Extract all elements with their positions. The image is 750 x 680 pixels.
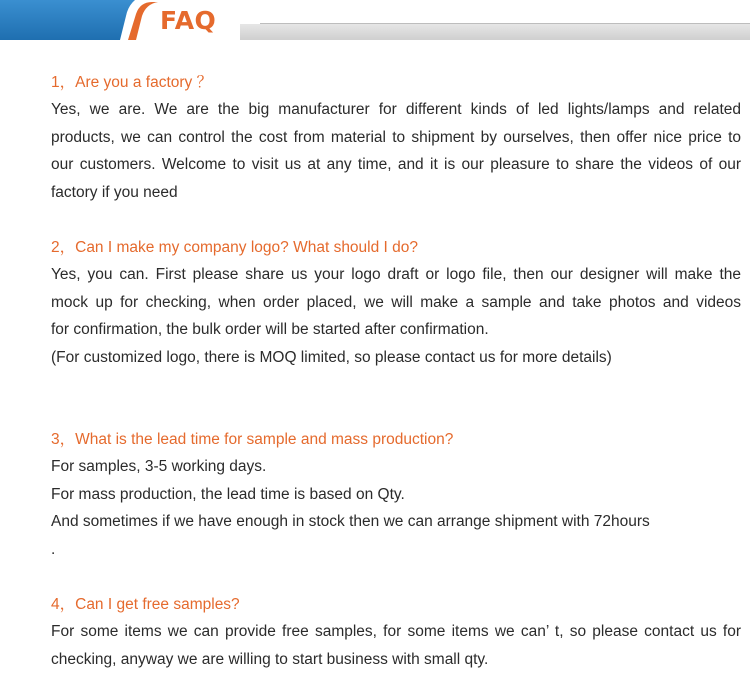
faq-question: 3，What is the lead time for sample and mass production? [51, 431, 454, 448]
answer-line: our customers. Welcome to visit us at any time, and it is our pleasure to share the videos of our [51, 156, 741, 173]
answer-line: Yes, we are. We are the big manufacturer for different kinds of led lights/lamps and related [51, 101, 741, 118]
faq-item [51, 426, 741, 563]
answer-line: mock up for checking, when order placed, we will make a sample and take photos and videos [51, 293, 741, 311]
answer-line: For some items we can provide free samples, for some items we can’ t, so please contact us for [51, 623, 741, 640]
faq-answer [51, 453, 741, 563]
faq-question: 1，Are you a factory ？ [51, 74, 213, 91]
answer-line: For mass production, the lead time is based on Qty. [51, 485, 405, 503]
answer-line: And sometimes if we have enough in stock then we can arrange shipment with 72hours [51, 513, 650, 530]
faq-question: 4，Can I get free samples? [51, 596, 240, 613]
answer-line: (For customized logo, there is MOQ limited, so please contact us for more details) [51, 348, 612, 366]
faq-item [51, 69, 741, 206]
faq-item [51, 591, 741, 673]
page-title: FAQ [160, 6, 217, 35]
answer-line: for confirmation, the bulk order will be started after confirmation. [51, 321, 489, 338]
faq-header [0, 0, 750, 42]
faq-answer [51, 261, 741, 371]
faq-answer [51, 618, 741, 673]
answer-line: factory if you need [51, 183, 178, 201]
faq-question: 2，Can I make my company logo? What should I do? [51, 239, 419, 256]
answer-line: For samples, 3-5 working days. [51, 458, 267, 475]
faq-answer [51, 96, 741, 206]
answer-line: products, we can control the cost from material to shipment by ourselves, then offer nice price to [51, 128, 741, 146]
answer-line: checking, anyway we are willing to start business with small qty. [51, 650, 489, 668]
answer-line: . [51, 540, 56, 558]
faq-item [51, 234, 741, 371]
answer-line: Yes, you can. First please share us your logo draft or logo file, then our designer will make the [51, 266, 741, 283]
header-banner-graphic [0, 0, 750, 42]
